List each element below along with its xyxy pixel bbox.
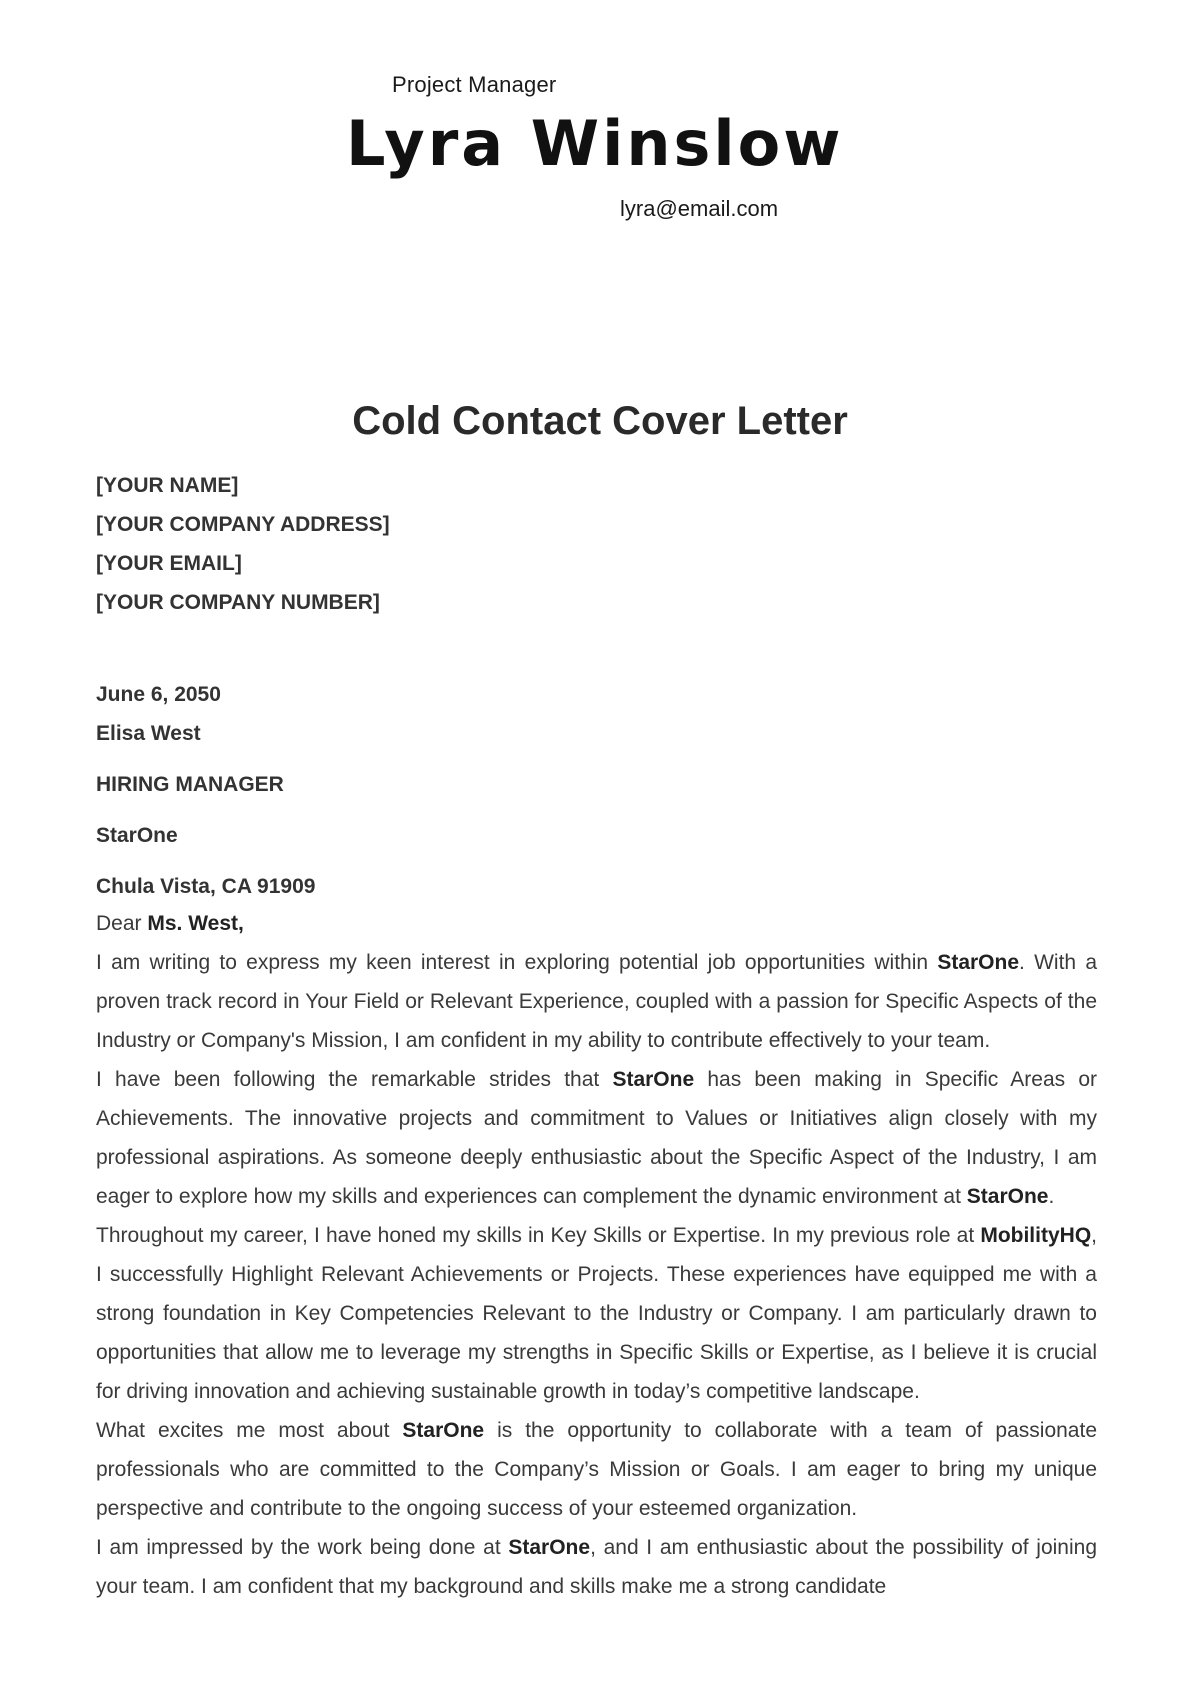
company-name: StarOne <box>966 1185 1049 1208</box>
paragraph-4-text-a: What excites me most about <box>96 1419 403 1442</box>
company-name: StarOne <box>937 951 1020 974</box>
letter-body <box>96 904 1097 1606</box>
paragraph-3-text-a: Throughout my career, I have honed my skills in Key Skills or Expertise. In my previous role at <box>96 1224 981 1247</box>
letter-date: June 6, 2050 <box>96 683 221 706</box>
paragraph-3-text-b: , I successfully Highlight Relevant Achievements or Projects. These experiences have equipped me with a strong foundation in Key Competencies Relevant to the Industry or Company. I am particularly drawn to opportunities that allow me to leverage my strengths in Specific Skills or Expertise, as I believe it is crucial for driving innovation and achieving sustainable growth in today’s competitive landscape. <box>96 1224 1097 1403</box>
paragraph-3 <box>96 1216 1097 1411</box>
recipient-name: Elisa West <box>96 722 201 745</box>
applicant-email[interactable]: lyra@email.com <box>620 196 779 221</box>
paragraph-4-text-b: is the opportunity to collaborate with a team of passionate professionals who are committed to the Company’s Mission or Goals. I am eager to bring my unique perspective and contribute to the ongoing success of your esteemed organization. <box>96 1419 1098 1520</box>
job-role: Project Manager <box>392 72 557 97</box>
salutation-name: Ms. West, <box>147 912 244 935</box>
paragraph-1-text-b: . With a proven track record in Your Field or Relevant Experience, coupled with a passion for Specific Aspects of the Industry or Company's Mission, I am confident in my ability to contribute effectively to your team. <box>96 951 1097 1052</box>
paragraph-5-text-a: I am impressed by the work being done at <box>96 1536 509 1559</box>
paragraph-1 <box>96 943 1097 1060</box>
recipient-title: HIRING MANAGER <box>96 773 284 796</box>
sender-address: [YOUR COMPANY ADDRESS] <box>96 513 390 536</box>
salutation <box>96 904 1097 943</box>
company-name: StarOne <box>402 1419 485 1442</box>
paragraph-4 <box>96 1411 1097 1528</box>
paragraph-2-text-b: has been making in Specific Areas or Achievements. The innovative projects and commitment to Values or Initiatives align closely with my professional aspirations. As someone deeply enthusiastic about the Specific Aspect of the Industry, I am eager to explore how my skills and experiences can complement the dynamic environment at <box>96 1068 1097 1208</box>
recipient-company: StarOne <box>96 824 178 847</box>
sender-email: [YOUR EMAIL] <box>96 552 242 575</box>
company-name: StarOne <box>508 1536 591 1559</box>
sender-block <box>96 466 390 622</box>
applicant-name: Lyra Winslow <box>346 107 844 180</box>
page-title: Cold Contact Cover Letter <box>352 399 848 443</box>
paragraph-2-text-c: . <box>1048 1185 1055 1208</box>
paragraph-5-text-b: , and I am enthusiastic about the possibility of joining your team. I am confident that my background and skills make me a strong candidate <box>96 1536 1097 1598</box>
salutation-prefix: Dear <box>96 912 148 935</box>
sender-number: [YOUR COMPANY NUMBER] <box>96 591 380 614</box>
previous-company-name: MobilityHQ <box>980 1224 1092 1247</box>
sender-name: [YOUR NAME] <box>96 474 239 497</box>
paragraph-2-text-a: I have been following the remarkable strides that <box>96 1068 613 1091</box>
company-name: StarOne <box>612 1068 695 1091</box>
paragraph-5 <box>96 1528 1097 1606</box>
recipient-location: Chula Vista, CA 91909 <box>96 875 316 898</box>
paragraph-1-text-a: I am writing to express my keen interest in exploring potential job opportunities within <box>96 951 938 974</box>
paragraph-2 <box>96 1060 1097 1216</box>
